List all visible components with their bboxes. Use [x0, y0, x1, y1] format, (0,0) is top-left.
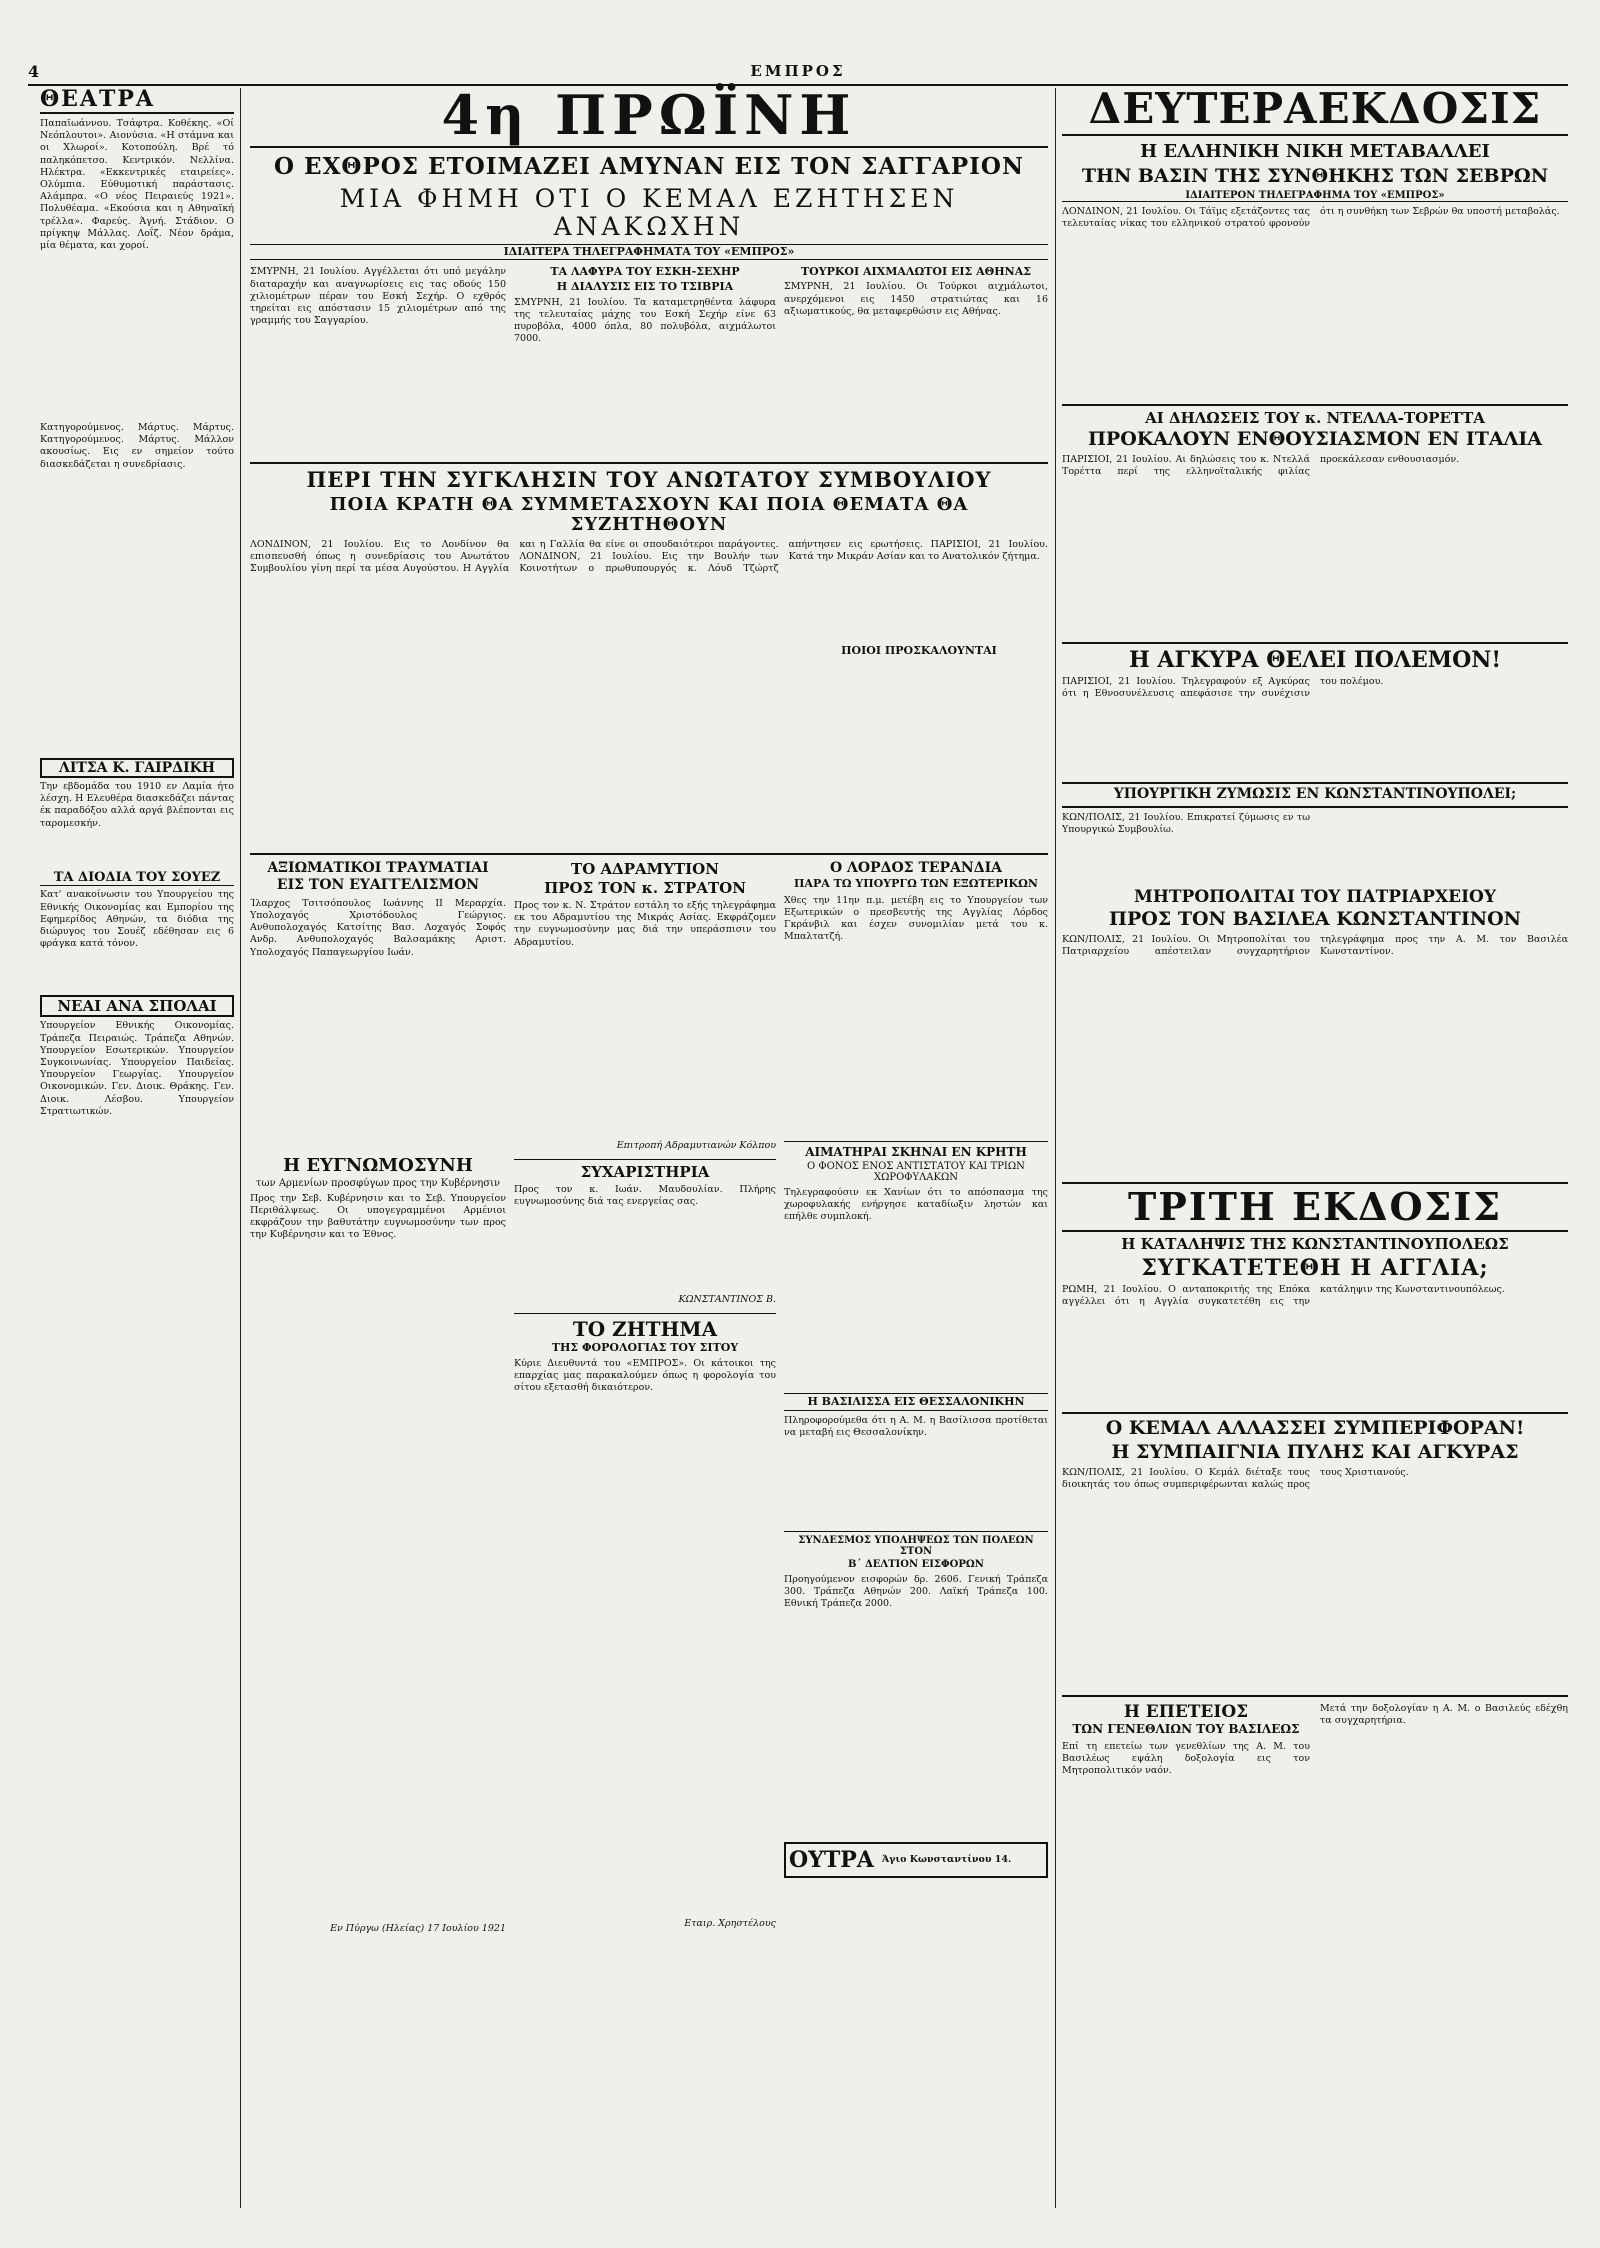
lord-story: Χθες την 11ην π.μ. μετέβη εις το Υπουργείον των Εξωτερικών ο πρεσβευτής της Αγγλίας Λόρδος Γκράνβιλ και έσχεν συνομιλίαν μετά του κ. Μπαλτατζή.	[784, 894, 1048, 943]
page-number: 4	[28, 61, 40, 81]
newspaper-name: ΕΜΠΡΟΣ	[750, 62, 846, 80]
edition-banner: 4η ΠΡΩΪΝΗ	[250, 88, 1048, 148]
lord-subtitle: ΠΑΡΑ ΤΩ ΥΠΟΥΡΓΩ ΤΩΝ ΕΞΩΤΕΡΙΚΩΝ	[794, 877, 1038, 891]
wounded-title: ΑΞΙΩΜΑΤΙΚΟΙ ΤΡΑΥΜΑΤΙΑΙ	[267, 860, 489, 877]
prisoners-story: ΣΜΥΡΝΗ, 21 Ιουλίου. Οι Τούρκοι αιχμάλωτοι, ανερχόμενοι εις 1450 στρατιώτας και 16 αξιωματικούς, θα μεταφερθώσιν εις Αθήνας.	[784, 281, 1048, 317]
third-edition-story: ΡΩΜΗ, 21 Ιουλίου. Ο ανταποκριτής της Επόκα αγγέλλει ότι η Αγγλία συγκατετέθη εις την κατάληψιν της Κωνσταντινουπόλεως.	[1062, 1283, 1505, 1308]
fund-title: ΣΥΝΔΕΣΜΟΣ ΥΠΟΛΗΨΕΩΣ ΤΩΝ ΠΟΛΕΩΝ ΣΤΟΝ	[784, 1531, 1048, 1557]
adramyttium-signature: Επιτροπή Αδραμυτιανών Κόλπου	[616, 1140, 776, 1152]
adramyttium-subtitle: ΠΡΟΣ ΤΟΝ κ. ΣΤΡΑΤΟΝ	[544, 878, 746, 897]
adramyttium-title: ΤΟ ΑΔΡΑΜΥΤΙΟΝ	[571, 860, 719, 879]
third-edition-headline: Η ΚΑΤΑΛΗΨΙΣ ΤΗΣ ΚΩΝΣΤΑΝΤΙΝΟΥΠΟΛΕΩΣ	[1121, 1235, 1509, 1254]
wounded-list: Ίλαρχος Τσιτσόπουλος Ιωάννης ΙΙ Μεραρχία. Υπολοχαγός Χριστόδουλος Γεώργιος. Ανθυπολοχαγός Κατσίτης Βασ. Λοχαγός Σοφός Ανδρ. Ανθυπολοχαγός Βαλσαμάκης Αριστ. Υπολοχαγός Παπαγεωργίου Ιωάν.	[250, 897, 506, 958]
thanks-signature: ΚΩΝΣΤΑΝΤΙΝΟΣ Β.	[678, 1293, 776, 1305]
obituary-title: ΛΙΤΣΑ Κ. ΓΑΙΡΔΙΚΗ	[40, 758, 234, 778]
tax-signature: Εταιρ. Χρηστέλους	[684, 1917, 776, 1929]
council-headline: ΠΕΡΙ ΤΗΝ ΣΥΓΚΛΗΣΙΝ ΤΟΥ ΑΝΩΤΑΤΟΥ ΣΥΜΒΟΥΛΙΟΥ	[250, 462, 1048, 491]
second-edition-banner: ΔΕΥΤΕΡΑΕΚΔΟΣΙΣ	[1062, 88, 1568, 136]
ministry-story: ΚΩΝ/ΠΟΛΙΣ, 21 Ιουλίου. Επικρατεί ζύμωσις εν τω Υπουργικώ Συμβουλίω.	[1062, 811, 1310, 835]
kemal-story: ΚΩΝ/ΠΟΛΙΣ, 21 Ιουλίου. Ο Κεμάλ διέταξε τους διοικητάς του όπως συμπεριφέρωνται καλώς προς τους Χριστιανούς.	[1062, 1466, 1409, 1490]
ad-box	[784, 1842, 1048, 1878]
fund-list: Προηγούμενον εισφορών δρ. 2606. Γενική Τράπεζα 300. Τράπεζα Αθηνών 200. Λαϊκή Τράπεζα 100. Εθνική Τράπεζα 2000.	[784, 1573, 1048, 1610]
thanks-text: Προς τον κ. Ιωάν. Μαυδουλίαν. Πλήρης ευγνωμοσύνης διά τας ενεργείας σας.	[514, 1183, 776, 1207]
invited-subhead: ΠΟΙΟΙ ΠΡΟΣΚΑΛΟΥΝΤΑΙ	[790, 645, 1048, 657]
anniversary-title: Η ΕΠΕΤΕΙΟΣ	[1123, 1701, 1249, 1722]
crete-subtitle: Ο ΦΟΝΟΣ ΕΝΟΣ ΑΝΤΙΣΤΑΤΟΥ ΚΑΙ ΤΡΙΩΝ ΧΩΡΟΦΥΛΑΚΩΝ	[807, 1160, 1025, 1183]
prisoners-title: ΤΟΥΡΚΟΙ ΑΙΧΜΑΛΩΤΟΙ ΕΙΣ ΑΘΗΝΑΣ	[800, 265, 1032, 279]
ministry-title: ΥΠΟΥΡΓΙΚΗ ΖΥΜΩΣΙΣ ΕΝ ΚΩΝΣΤΑΝΤΙΝΟΥΠΟΛΕΙ;	[1062, 782, 1568, 807]
metropolitans-title: ΜΗΤΡΟΠΟΛΙΤΑΙ ΤΟΥ ΠΑΤΡΙΑΡΧΕΙΟΥ	[1134, 886, 1496, 907]
fund-subtitle: Β΄ ΔΕΛΤΙΟΝ ΕΙΣΦΟΡΩΝ	[848, 1558, 984, 1570]
metropolitans-story: ΚΩΝ/ΠΟΛΙΣ, 21 Ιουλίου. Οι Μητροπολίται του Πατριαρχείου απέστειλαν συγχαρητήριον τηλεγράφημα προς την Α. Μ. τον Βασιλέα Κωνσταντίνον.	[1062, 934, 1568, 958]
metropolitans-subtitle: ΠΡΟΣ ΤΟΝ ΒΑΣΙΛΕΑ ΚΩΝΣΤΑΝΤΙΝΟΝ	[1109, 908, 1521, 931]
column-rule	[1055, 88, 1056, 2208]
tax-letter: Κύριε Διευθυντά του «ΕΜΠΡΟΣ». Οι κάτοικοι της επαρχίας μας παρακαλούμεν όπως η φορολογία του σίτου εξετασθή δικαιότερον.	[514, 1357, 776, 1394]
ad-title: ΟΥΤΡΑ	[789, 1846, 874, 1873]
page-masthead	[28, 58, 1568, 86]
ankara-title: Η ΑΓΚΥΡΑ ΘΕΛΕΙ ΠΟΛΕΜΟΝ!	[1062, 642, 1568, 672]
loot-story: ΣΜΥΡΝΗ, 21 Ιουλίου. Τα καταμετρηθέντα λάφυρα της τελευταίας μάχης του Εσκή Σεχήρ είνε 63 πυροβόλα, 4000 όπλα, 80 πολυβόλα, αιχμάλωτοι 7000.	[514, 296, 776, 345]
telegram-byline: ΙΔΙΑΙΤΕΡΑ ΤΗΛΕΓΡΑΦΗΜΑΤΑ ΤΟΥ «ΕΜΠΡΟΣ»	[250, 244, 1048, 260]
center-column	[250, 83, 1048, 2085]
loot-subtitle: Η ΔΙΑΛΥΣΙΣ ΕΙΣ ΤΟ ΤΣΙΒΡΙΑ	[556, 280, 734, 294]
council-subheadline: ΠΟΙΑ ΚΡΑΤΗ ΘΑ ΣΥΜΜΕΤΑΣΧΟΥΝ ΚΑΙ ΠΟΙΑ ΘΕΜΑΤΑ ΘΑ ΣΥΖΗΤΗΘΟΥΝ	[329, 494, 969, 536]
main-subheadline: ΜΙΑ ΦΗΜΗ ΟΤΙ Ο ΚΕΜΑΛ ΕΖΗΤΗΣΕΝ ΑΝΑΚΩΧΗΝ	[339, 184, 959, 241]
frontline-story: ΣΜΥΡΝΗ, 21 Ιουλίου. Αγγέλλεται ότι υπό μεγάλην διαταραχήν και αναγνωρίσεις εις τας οδούς 150 χιλιομέτρων πέραν του Εσκή Σεχήρ. Ο εχθρός τηρείται εις απόστασιν 15 χιλιομέτρων από της γραμμής του Σαγγαρίου.	[250, 266, 506, 327]
council-story: ΛΟΝΔΙΝΟΝ, 21 Ιουλίου. Εις το Λονδίνον θα επισπευσθή όπως η συνεδρίασις του Ανωτάτου Συμβουλίου γίνη περί τα μέσα Αυγούστου. Η Αγγλία και η Γαλλία θα είνε οι σπουδαιότεροι παράγοντες. ΛΟΝΔΙΝΟΝ, 21 Ιουλίου. Εις την Βουλήν των Κοινοτήτων ο πρωθυπουργός κ. Λόυδ Τζώρτζ απήντησεν εις ερωτήσεις. ΠΑΡΙΣΙΟΙ, 21 Ιουλίου. Κατά την Μικράν Ασίαν και το Ανατολικόν ζήτημα.	[250, 539, 1048, 575]
kemal-title: Ο ΚΕΜΑΛ ΑΛΛΑΣΣΕΙ ΣΥΜΠΕΡΙΦΟΡΑΝ!	[1062, 1412, 1568, 1439]
second-edition-subheadline: ΤΗΝ ΒΑΣΙΝ ΤΗΣ ΣΥΝΘΗΚΗΣ ΤΩΝ ΣΕΒΡΩΝ	[1081, 164, 1549, 187]
second-edition-byline: ΙΔΙΑΙΤΕΡΟΝ ΤΗΛΕΓΡΑΦΗΜΑ ΤΟΥ «ΕΜΠΡΟΣ»	[1062, 190, 1568, 202]
thanks-title: ΣΥΧΑΡΙΣΤΗΡΙΑ	[514, 1159, 776, 1181]
main-headline: Ο ΕΧΘΡΟΣ ΕΤΟΙΜΑΖΕΙ ΑΜΥΝΑΝ ΕΙΣ ΤΟΝ ΣΑΓΓΑΡΙΟΝ	[274, 153, 1024, 180]
anniversary-subtitle: ΤΩΝ ΓΕΝΕΘΛΙΩΝ ΤΟΥ ΒΑΣΙΛΕΩΣ	[1072, 1722, 1300, 1737]
queen-title: Η ΒΑΣΙΛΙΣΣΑ ΕΙΣ ΘΕΣΣΑΛΟΝΙΚΗΝ	[784, 1393, 1048, 1411]
third-edition-subheadline: ΣΥΓΚΑΤΕΤΕΘΗ Η ΑΓΓΛΙΑ;	[1141, 1254, 1489, 1281]
column-rule	[240, 88, 241, 2208]
anniversary-story-continued: Μετά την δοξολογίαν η Α. Μ. ο Βασιλεύς εδέχθη τα συγχαρητήρια.	[1320, 1702, 1568, 1726]
ad-text: Άγιο Κωνσταντίνου 14.	[881, 1853, 1012, 1865]
anniversary-story: Επί τη επετείω των γενεθλίων της Α. Μ. του Βασιλέως εψάλη δοξολογία εις τον Μητροπολιτικόν ναόν.	[1062, 1740, 1310, 1776]
theatres-listing: Παπαϊωάννου. Τσάφτρα. Κοθέκης. «Οί Νεόπλουτοι». Αιονύσια. «Η στάμνα και οι Χλωροί». Κοτοπούλη. Βρέ τό παληκόπετσο. Κεντρικόν. Νελλίνα. Ηλέκτρα. «Εκκεντρικές εταιρείες». Ολύμπια. Εύθυμοτική παράστασις. Αλάμπρα. «Ο νέος Πειραιεύς 1921». Πολυθέαμα. «Εκούσια και η Αθηναϊκή τρέλλα». Φαρεύς. Άγνή. Στάδιον. Ο πρίγκηψ Μάλλας. Λοΐζ. Νέον δράμα, μία θέματα, και χοροί.	[40, 118, 234, 252]
italy-title: ΑΙ ΔΗΛΩΣΕΙΣ ΤΟΥ κ. ΝΤΕΛΛΑ-ΤΟΡΕΤΤΑ	[1062, 404, 1568, 427]
gratitude-signature: Εν Πύργω (Ηλείας) 17 Ιουλίου 1921	[330, 1922, 506, 1934]
queen-story: Πληροφορούμεθα ότι η Α. Μ. η Βασίλισσα προτίθεται να μεταβή εις Θεσσαλονίκην.	[784, 1414, 1048, 1439]
obituary-text: Την εβδομάδα του 1910 εν Λαμία ήτο λέσχη. Η Ελευθέρα διασκεδάζει πάντας έκ παραδόξου αλλά αργά βλέπονται εις ταρομεσκήν.	[40, 781, 234, 829]
gratitude-letter: Προς την Σεβ. Κυβέρνησιν και το Σεβ. Υπουργείον Περιθάλψεως. Οι υπογεγραμμένοι Αρμένιοι εκφράζουν την βαθυτάτην ευγνωμοσύνην των προς την Κυβέρνησιν και το Έθνος.	[250, 1192, 506, 1241]
appointments-text: Υπουργείον Εθνικής Οικονομίας. Τράπεζα Πειραιώς. Τράπεζα Αθηνών. Υπουργείον Εσωτερικών. Υπουργείον Συγκοινωνίας. Υπουργείον Παιδείας. Υπουργείον Γεωργίας. Υπουργείον Οικονομικών. Γεν. Διοικ. Θράκης. Γεν. Διοικ. Λέσβου. Υπουργείον Στρατιωτικών.	[40, 1020, 234, 1117]
tax-subtitle: ΤΗΣ ΦΟΡΟΛΟΓΙΑΣ ΤΟΥ ΣΙΤΟΥ	[551, 1340, 739, 1354]
crete-story: Τηλεγραφούσιν εκ Χανίων ότι το απόσπασμα της χωροφυλακής ενήργησε καταδίωξιν ληστών και επήλθε συμπλοκή.	[784, 1186, 1048, 1223]
adramyttium-story: Προς τον κ. Ν. Στράτον εστάλη το εξής τηλεγράφημα εκ του Αδραμυτίου της Μικράς Ασίας. Εκφράζομεν την ευγνωμοσύνην μας διά την υπεράσπισιν του Αδραμυτίου.	[514, 900, 776, 948]
lord-title: Ο ΛΟΡΔΟΣ ΤΕΡΑΝΔΙΑ	[829, 860, 1003, 877]
sevres-story: ΛΟΝΔΙΝΟΝ, 21 Ιουλίου. Οι Τάϊμς εξετάζοντες τας τελευταίας νίκας του ελληνικού στρατού φρονούν ότι η συνθήκη των Σεβρών θα υποστή μεταβολάς.	[1062, 205, 1560, 229]
gratitude-title: Η ΕΥΓΝΩΜΟΣΥΝΗ	[283, 1154, 473, 1176]
suez-title: ΤΑ ΔΙΟΔΙΑ ΤΟΥ ΣΟΥΕΖ	[40, 871, 234, 886]
third-edition-banner: ΤΡΙΤΗ ΕΚΔΟΣΙΣ	[1062, 1182, 1568, 1232]
left-column	[40, 88, 234, 2200]
wounded-subtitle: ΕΙΣ ΤΟΝ ΕΥΑΓΓΕΛΙΣΜΟΝ	[276, 877, 480, 894]
court-report: Κατηγορούμενος. Μάρτυς. Μάρτυς. Κατηγορούμενος. Μάρτυς. Μάλλον ακουσίως. Εις εν σημείον τούτο διασκεδάζεται η συνεδρίασις.	[40, 422, 234, 470]
right-column	[1062, 84, 1568, 2037]
crete-title: ΑΙΜΑΤΗΡΑΙ ΣΚΗΝΑΙ ΕΝ ΚΡΗΤΗ	[784, 1141, 1048, 1159]
second-edition-headline: Η ΕΛΛΗΝΙΚΗ ΝΙΚΗ ΜΕΤΑΒΑΛΛΕΙ	[1140, 141, 1490, 162]
italy-subtitle: ΠΡΟΚΑΛΟΥΝ ΕΝΘΟΥΣΙΑΣΜΟΝ ΕΝ ΙΤΑΛΙΑ	[1087, 428, 1543, 451]
gratitude-subtitle: των Αρμενίων προσφύγων προς την Κυβέρνησιν	[255, 1177, 501, 1189]
ankara-story: ΠΑΡΙΣΙΟΙ, 21 Ιουλίου. Τηλεγραφούν εξ Αγκύρας ότι η Εθνοσυνέλευσις απεφάσισε την συνέχισιν του πολέμου.	[1062, 676, 1384, 700]
italy-story: ΠΑΡΙΣΙΟΙ, 21 Ιουλίου. Αι δηλώσεις του κ. Ντελλά Τορέττα περί της ελληνοϊταλικής φιλίας προεκάλεσαν ενθουσιασμόν.	[1062, 454, 1460, 478]
kemal-subtitle: Η ΣΥΜΠΑΙΓΝΙΑ ΠΥΛΗΣ ΚΑΙ ΑΓΚΥΡΑΣ	[1111, 1440, 1519, 1463]
appointments-title: ΝΕΑΙ ΑΝΑ ΣΠΟΛΑΙ	[40, 995, 234, 1017]
theatres-title: ΘΕΑΤΡΑ	[40, 88, 234, 114]
suez-text: Κατ' ανακοίνωσιν του Υπουργείου της Εθνικής Οικονομίας και Εμπορίου της Εφημερίδος Αθηνών, τα διόδια της διώρυγος του Σουέζ εδέθησαν εις 6 φράγκα κατά τόνον.	[40, 889, 234, 950]
loot-title: ΤΑ ΛΑΦΥΡΑ ΤΟΥ ΕΣΚΗ-ΣΕΧΗΡ	[550, 265, 740, 279]
tax-title: ΤΟ ΖΗΤΗΜΑ	[514, 1313, 776, 1340]
